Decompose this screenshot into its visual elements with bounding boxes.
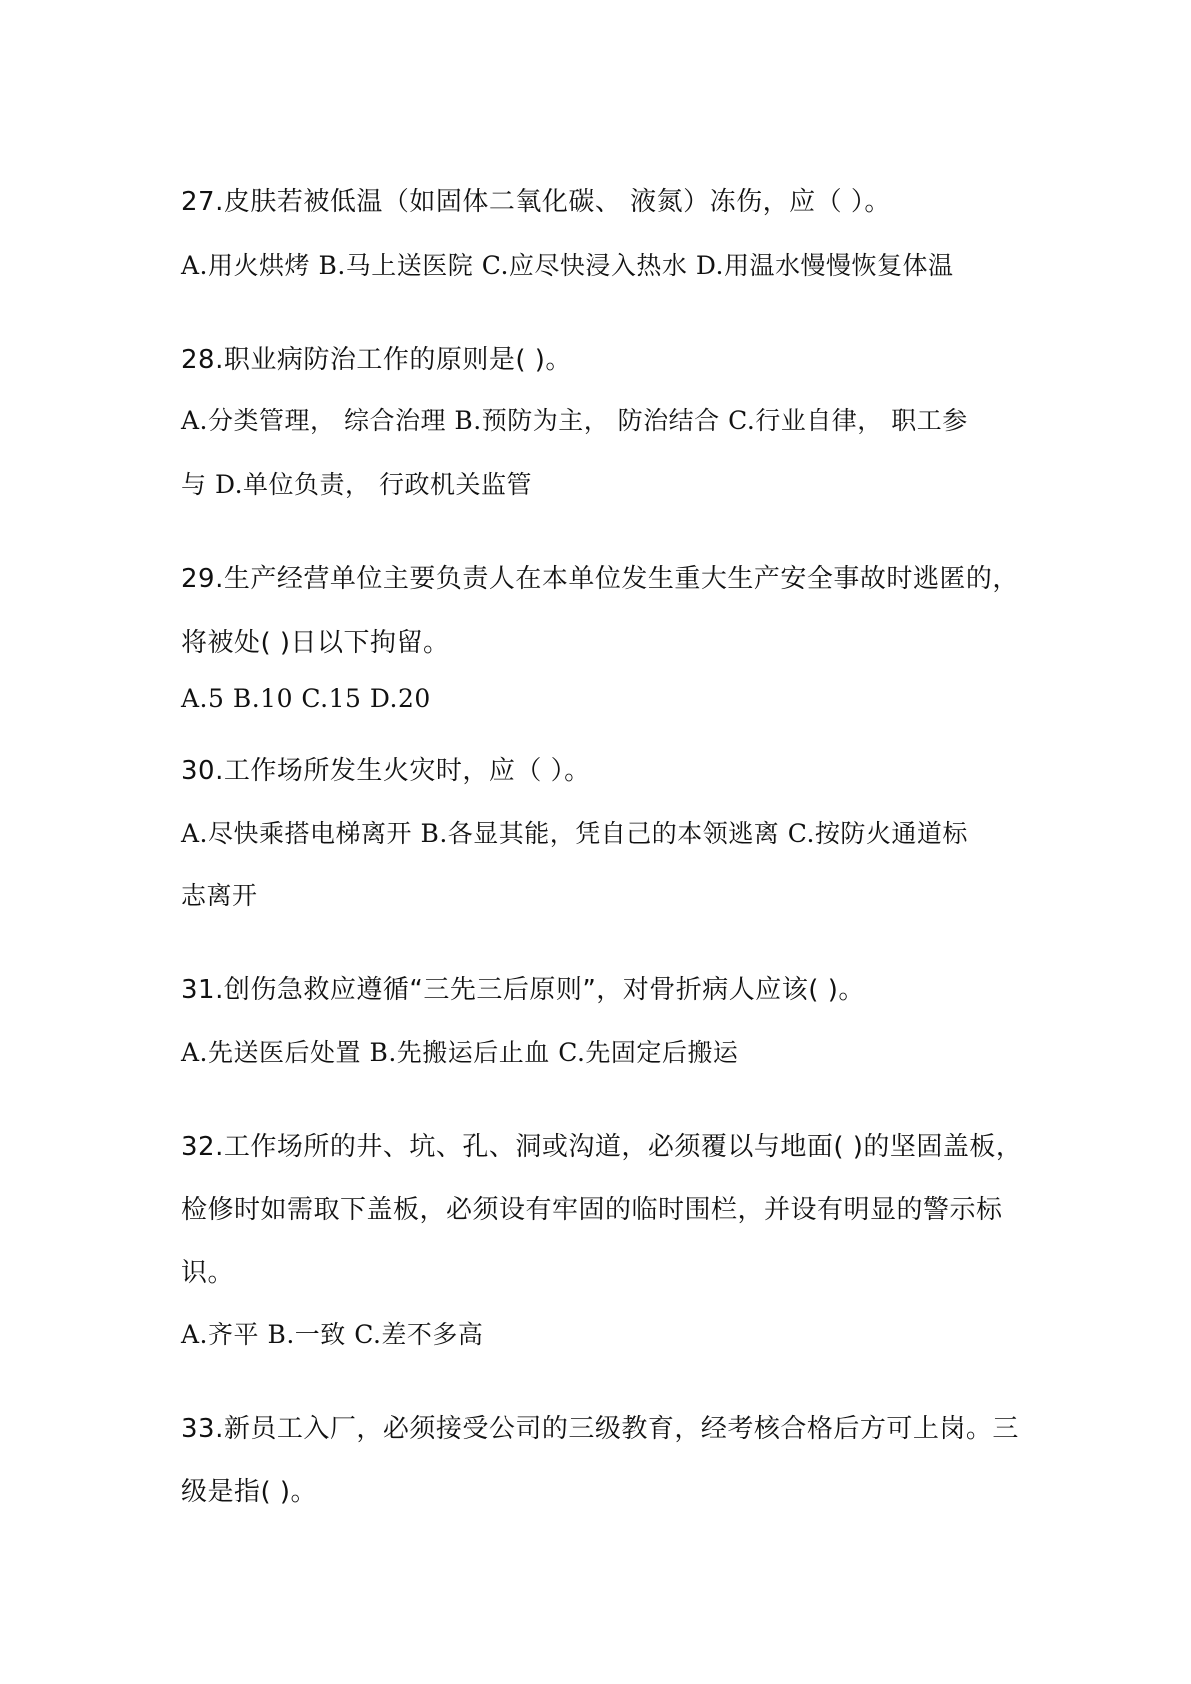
question-33-text-cont: 级是指( )。 (181, 1477, 318, 1507)
question-32-text: 32.工作场所的井、坑、孔、洞或沟道，必须覆以与地面( )的坚固盖板， (181, 1132, 1023, 1162)
question-30-options: A.尽快乘搭电梯离开 B.各显其能，凭自己的本领逃离 C.按防火通道标 (181, 819, 968, 848)
question-32-text-end: 识。 (181, 1258, 235, 1288)
question-27-options: A.用火烘烤 B.马上送医院 C.应尽快浸入热水 D.用温水慢慢恢复体温 (181, 251, 954, 280)
question-29-options: A.5 B.10 C.15 D.20 (181, 684, 431, 713)
question-28-options: A.分类管理， 综合治理 B.预防为主， 防治结合 C.行业自律， 职工参 (181, 406, 968, 435)
question-28-options-cont: 与 D.单位负责， 行政机关监管 (181, 470, 532, 499)
question-32-options: A.齐平 B.一致 C.差不多高 (181, 1320, 484, 1349)
question-30-text: 30.工作场所发生火灾时，应（ ）。 (181, 756, 591, 786)
question-30-options-cont: 志离开 (181, 881, 258, 910)
question-27-text: 27.皮肤若被低温（如固体二氧化碳、 液氮）冻伤，应（ ）。 (181, 187, 891, 217)
question-33-text: 33.新员工入厂，必须接受公司的三级教育，经考核合格后方可上岗。三 (181, 1414, 1019, 1444)
question-32-text-cont: 检修时如需取下盖板，必须设有牢固的临时围栏，并设有明显的警示标 (181, 1195, 1003, 1225)
question-28-text: 28.职业病防治工作的原则是( )。 (181, 345, 572, 375)
question-31-text: 31.创伤急救应遵循“三先三后原则”，对骨折病人应该( )。 (181, 975, 865, 1005)
question-31-options: A.先送医后处置 B.先搬运后止血 C.先固定后搬运 (181, 1038, 739, 1067)
question-29-text: 29.生产经营单位主要负责人在本单位发生重大生产安全事故时逃匿的， (181, 564, 1019, 594)
question-29-text-cont: 将被处( )日以下拘留。 (181, 628, 450, 658)
